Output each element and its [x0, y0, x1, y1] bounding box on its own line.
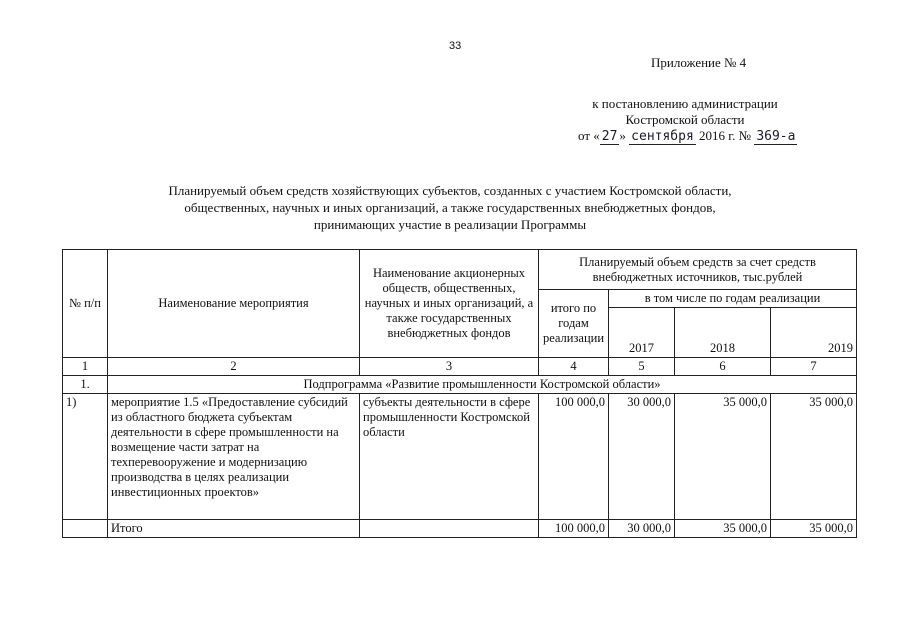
header-num: № п/п	[63, 250, 108, 358]
total-2017: 30 000,0	[609, 520, 675, 538]
row-num: 1)	[63, 394, 108, 520]
col-number: 2	[108, 358, 360, 376]
document-title	[140, 182, 760, 233]
total-total: 100 000,0	[539, 520, 609, 538]
row-2019: 35 000,0	[771, 394, 857, 520]
date-day: 27	[601, 129, 618, 144]
row-total: 100 000,0	[539, 394, 609, 520]
col-number: 3	[360, 358, 539, 376]
date-year: 2016 г. №	[699, 128, 752, 143]
table-row	[63, 394, 857, 520]
appendix-label: Приложение № 4	[651, 55, 747, 70]
title-line-1: Планируемый объем средств хозяйствующих субъектов, созданных с участием Костромской области,	[168, 183, 732, 198]
header-year-2017: 2017	[609, 308, 675, 358]
doc-number: 369-а	[756, 129, 796, 144]
decree-reference	[570, 96, 800, 128]
page-number: 33	[449, 40, 462, 52]
column-number-row	[63, 358, 857, 376]
col-number: 6	[675, 358, 771, 376]
row-event: мероприятие 1.5 «Предоставление субсидий из областного бюджета субъектам деятельности в сфере промышленности на возмещение части затрат на техперевооружение и модернизацию производства в целях реализации инвестиционных проектов»	[108, 394, 360, 520]
header-planned: Планируемый объем средств за счет средств внебюджетных источников, тыс.рублей	[539, 250, 857, 290]
header-year-2019: 2019	[771, 308, 857, 358]
total-org	[360, 520, 539, 538]
header-event: Наименование мероприятия	[108, 250, 360, 358]
decree-date-line	[578, 128, 797, 144]
date-month: сентября	[631, 129, 694, 144]
header-total: итого по годам реализации	[539, 290, 609, 358]
date-mid: »	[619, 128, 626, 143]
header-by-years: в том числе по годам реализации	[609, 290, 857, 308]
col-number: 1	[63, 358, 108, 376]
row-2017: 30 000,0	[609, 394, 675, 520]
title-line-2: общественных, научных и иных организаций, а также государственных внебюджетных фондов,	[184, 200, 716, 215]
decree-line-2: Костромской области	[625, 112, 745, 127]
col-number: 4	[539, 358, 609, 376]
row-2018: 35 000,0	[675, 394, 771, 520]
total-2018: 35 000,0	[675, 520, 771, 538]
title-line-3: принимающих участие в реализации Программы	[313, 217, 587, 232]
decree-line-1: к постановлению администрации	[592, 96, 778, 111]
header-org: Наименование акционерных обществ, общественных, научных и иных организаций, а также государственных внебюджетных фондов	[360, 250, 539, 358]
col-number: 7	[771, 358, 857, 376]
total-row	[63, 520, 857, 538]
header-row-1	[63, 250, 857, 290]
total-num	[63, 520, 108, 538]
subprogram-num: 1.	[63, 376, 108, 394]
date-prefix: от «	[578, 128, 600, 143]
col-number: 5	[609, 358, 675, 376]
planned-funds-table	[62, 249, 857, 538]
subprogram-name: Подпрограмма «Развитие промышленности Костромской области»	[108, 376, 857, 394]
header-year-2018: 2018	[675, 308, 771, 358]
subprogram-row	[63, 376, 857, 394]
total-2019: 35 000,0	[771, 520, 857, 538]
total-label: Итого	[108, 520, 360, 538]
row-org: субъекты деятельности в сфере промышленности Костромской области	[360, 394, 539, 520]
